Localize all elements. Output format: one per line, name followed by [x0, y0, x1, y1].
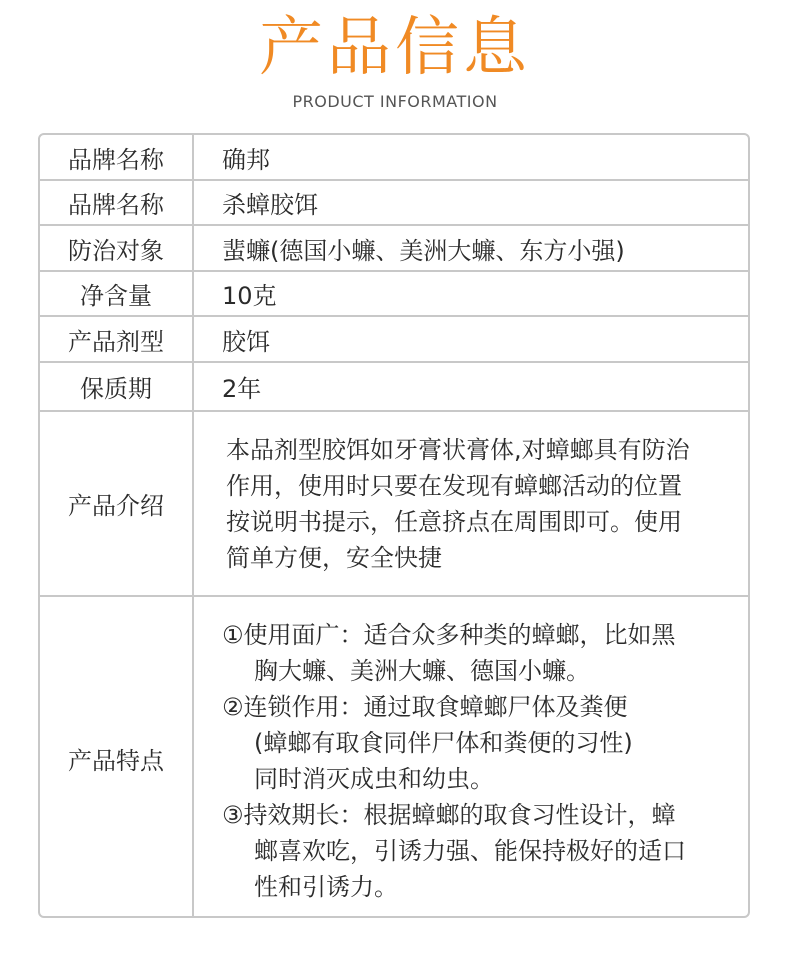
feature-line: ②连锁作用：通过取食蟑螂尸体及粪便 [222, 693, 628, 721]
table-row-intro [40, 412, 748, 597]
product-info-table [38, 133, 750, 918]
intro-line: 按说明书提示，任意挤点在周围即可。使用 [226, 507, 682, 536]
page-subtitle: PRODUCT INFORMATION [292, 92, 498, 111]
intro-line: 简单方便，安全快捷 [226, 543, 442, 572]
row-label: 保质期 [40, 363, 194, 410]
intro-label: 产品介绍 [40, 412, 194, 595]
table-row [40, 317, 748, 363]
row-label: 净含量 [40, 272, 194, 315]
feature-line: 性和引诱力。 [254, 873, 398, 901]
features-value [194, 597, 748, 918]
page-title: 产品信息 [259, 11, 531, 85]
row-label: 防治对象 [40, 226, 194, 270]
intro-text [194, 432, 718, 576]
feature-line: ③持效期长：根据蟑螂的取食习性设计，蟑 [222, 801, 676, 829]
table-row-features [40, 597, 748, 918]
feature-line: ①使用面广：适合众多种类的蟑螂，比如黑 [222, 621, 676, 649]
intro-line: 本品剂型胶饵如牙膏状膏体,对蟑螂具有防治 [226, 435, 690, 464]
row-label: 品牌名称 [40, 135, 194, 179]
features-list [194, 597, 686, 905]
feature-line: 胸大蠊、美洲大蠊、德国小蠊。 [254, 657, 590, 685]
intro-line: 作用，使用时只要在发现有蟑螂活动的位置 [226, 471, 682, 500]
feature-line: 同时消灭成虫和幼虫。 [254, 765, 494, 793]
feature-line: (蟑螂有取食同伴尸体和粪便的习性) [254, 729, 633, 757]
intro-value [194, 412, 748, 595]
row-value: 蜚蠊(德国小蠊、美洲大蠊、东方小强) [222, 236, 625, 265]
row-value: 10克 [222, 282, 277, 310]
row-value: 杀蟑胶饵 [222, 191, 318, 219]
table-row [40, 272, 748, 317]
row-value: 2年 [222, 375, 262, 403]
row-value: 确邦 [222, 145, 270, 174]
table-row [40, 135, 748, 181]
row-label: 品牌名称 [40, 181, 194, 224]
features-label: 产品特点 [40, 597, 194, 918]
feature-line: 螂喜欢吃，引诱力强、能保持极好的适口 [254, 837, 686, 865]
table-row [40, 363, 748, 412]
row-value: 胶饵 [222, 327, 270, 356]
row-label: 产品剂型 [40, 317, 194, 361]
table-row [40, 181, 748, 226]
table-row [40, 226, 748, 272]
